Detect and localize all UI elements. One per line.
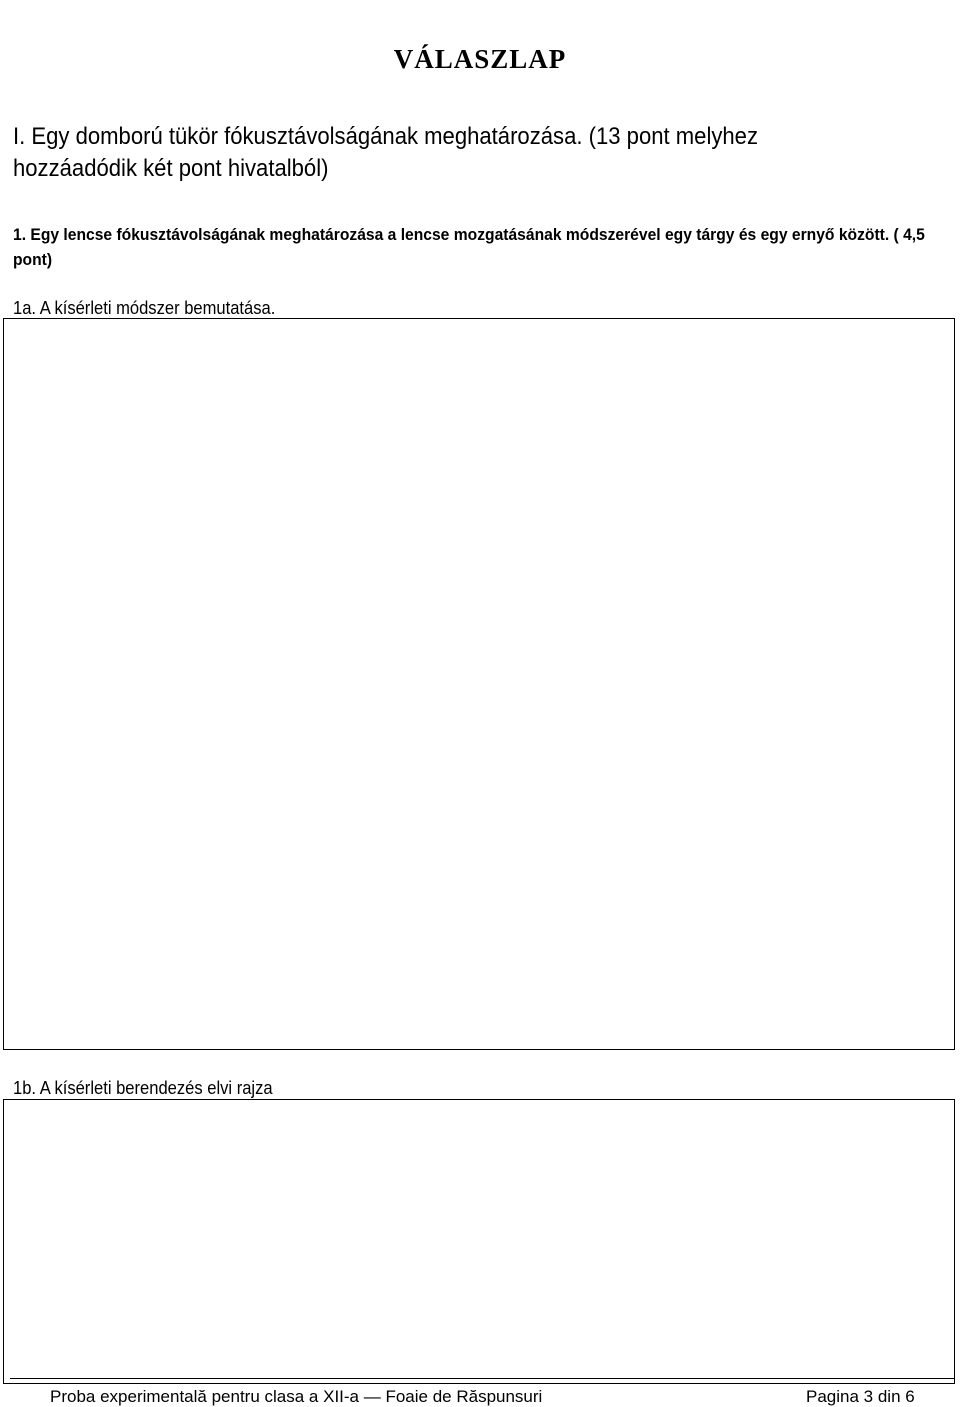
- footer-exam-title: Proba experimentală pentru clasa a XII-a — Foaie de Răspunsuri: [50, 1387, 543, 1406]
- answer-box-1b[interactable]: [3, 1099, 955, 1384]
- part-1a-label: 1a. A kísérleti módszer bemutatása.: [13, 298, 276, 318]
- footer-divider: [10, 1378, 954, 1379]
- part-1b-label: 1b. A kísérleti berendezés elvi rajza: [13, 1078, 273, 1098]
- page-title: VÁLASZLAP: [393, 44, 567, 74]
- footer-page-number: Pagina 3 din 6: [806, 1387, 915, 1406]
- section-heading: I. Egy domború tükör fókusztávolságának meghatározása. (13 pont melyhez hozzáadódik két pont hivatalból): [13, 123, 758, 182]
- question-text: 1. Egy lencse fókusztávolságának meghatározása a lencse mozgatásának módszerével egy tárgy és egy ernyő között. ( 4,5 pont): [13, 225, 925, 269]
- answer-box-1a[interactable]: [3, 318, 955, 1050]
